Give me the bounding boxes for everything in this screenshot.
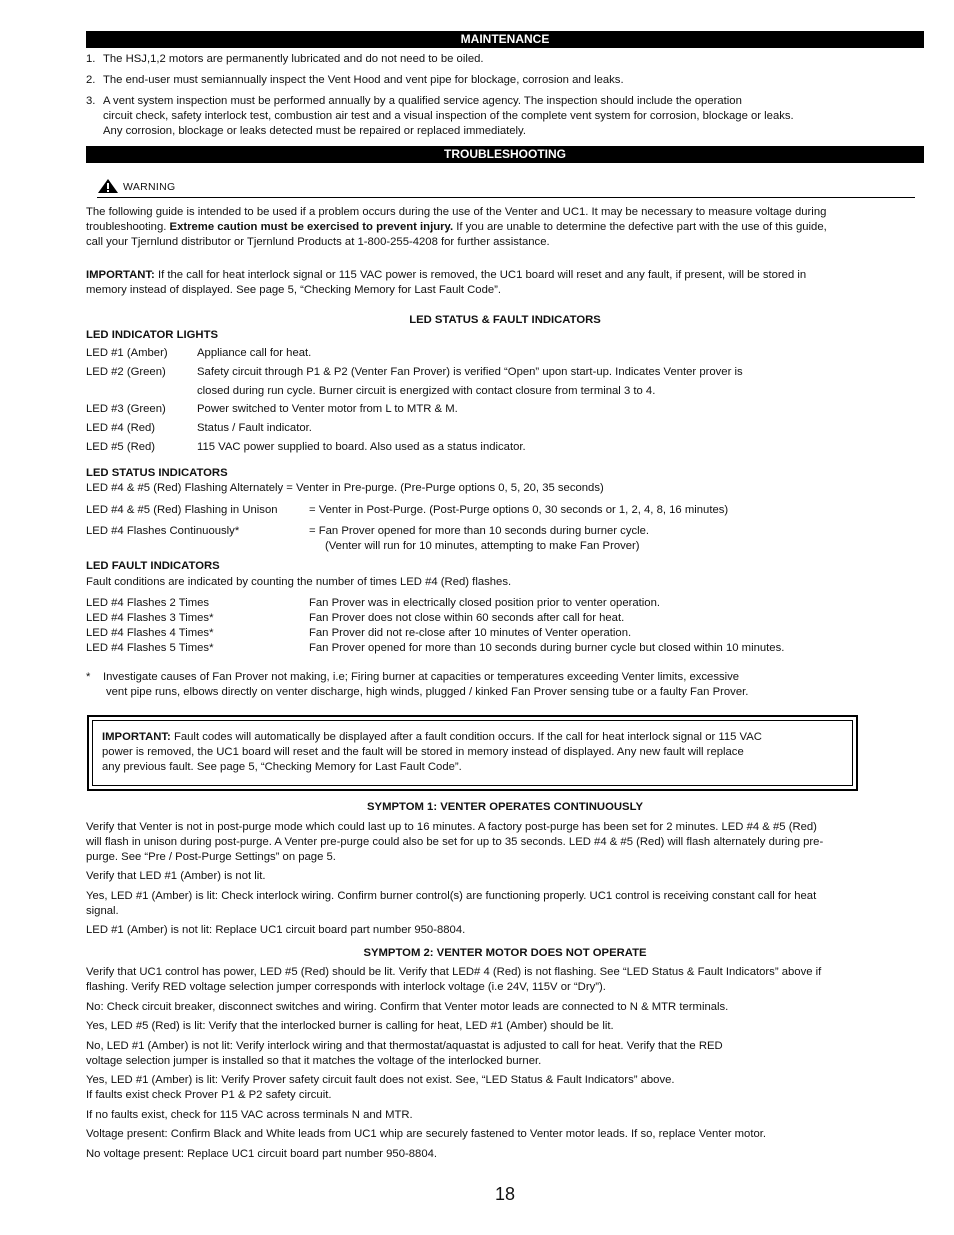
led-light-desc: Appliance call for heat. bbox=[197, 347, 312, 359]
important-box-line-3: any previous fault. See page 5, “Checking Memory for Last Fault Code”. bbox=[102, 761, 462, 773]
symptom-1-title: SYMPTOM 1: VENTER OPERATES CONTINUOUSLY bbox=[367, 801, 643, 813]
led-section-title: LED STATUS & FAULT INDICATORS bbox=[409, 314, 601, 326]
maintenance-item-3-line-1: A vent system inspection must be performed annually by a qualified service agency. The inspection should include the operation bbox=[103, 95, 742, 107]
intro-text: troubleshooting. bbox=[86, 221, 170, 233]
symptom-1-text: Verify that Venter is not in post-purge mode which could last up to 16 minutes. A factory post-purge has been set for 2 minutes. LED #4 & #5 (Red) bbox=[86, 821, 817, 833]
list-number: 1. bbox=[86, 53, 96, 65]
intro-text: If you are unable to determine the defective part with the use of this guide, bbox=[453, 221, 827, 233]
led-fault-name: LED #4 Flashes 4 Times* bbox=[86, 627, 214, 639]
symptom-2-text: If faults exist check Prover P1 & P2 safety circuit. bbox=[86, 1089, 332, 1101]
important-box-label: IMPORTANT: bbox=[102, 731, 171, 743]
maintenance-item-3-line-3: Any corrosion, blockage or leaks detected must be repaired or replaced immediately. bbox=[103, 125, 527, 137]
symptom-1-text: signal. bbox=[86, 905, 119, 917]
led-fault-name: LED #4 Flashes 2 Times bbox=[86, 597, 210, 609]
important-box bbox=[87, 715, 858, 791]
important-box-line-2: power is removed, the UC1 board will reset and the fault will be stored in memory instead of displayed. Any new fault will replace bbox=[102, 746, 744, 758]
intro-line-2 bbox=[86, 220, 924, 235]
led-fault-name: LED #4 Flashes 5 Times* bbox=[86, 642, 214, 654]
maintenance-header: MAINTENANCE bbox=[86, 31, 924, 48]
led-fault-intro: Fault conditions are indicated by counting the number of times LED #4 (Red) flashes. bbox=[86, 576, 512, 588]
warning-triangle-icon bbox=[97, 178, 119, 194]
warning-label: WARNING bbox=[123, 181, 176, 193]
important-box-text: Fault codes will automatically be displayed after a fault condition occurs. If the call for heat interlock signal or 115 VAC bbox=[170, 731, 762, 743]
led-light-name: LED #2 (Green) bbox=[86, 366, 166, 378]
important-note-line-1 bbox=[86, 268, 924, 283]
symptom-1-text: will flash in unison during post-purge. A Venter pre-purge could also be set for up to 35 seconds. LED #4 & #5 (Red) will flash alternately during pre- bbox=[86, 836, 824, 848]
led-fault-desc: Fan Prover opened for more than 10 seconds during burner cycle but closed within 10 minutes. bbox=[309, 642, 785, 654]
led-light-desc: closed during run cycle. Burner circuit is energized with contact closure from terminal 3 to 4. bbox=[197, 385, 656, 397]
important-box-line-1 bbox=[102, 730, 852, 745]
footnote-line-2: vent pipe runs, elbows directly on venter discharge, high winds, plugged / kinked Fan Prover sensing tube or a faulty Fan Prover. bbox=[106, 686, 749, 698]
warning-rule bbox=[97, 197, 915, 198]
led-status-row: LED #4 & #5 (Red) Flashing Alternately = Venter in Pre-purge. (Pre-Purge options 0, 5, 20, 35 seconds) bbox=[86, 482, 604, 494]
maintenance-item-2: The end-user must semiannually inspect the Vent Hood and vent pipe for blockage, corrosion and leaks. bbox=[103, 74, 624, 86]
symptom-2-text: flashing. Verify RED voltage selection jumper corresponds with interlock voltage (i.e 24V, 115V or “Dry”). bbox=[86, 981, 606, 993]
troubleshooting-header: TROUBLESHOOTING bbox=[86, 146, 924, 163]
led-fault-desc: Fan Prover did not re-close after 10 minutes of Venter operation. bbox=[309, 627, 632, 639]
led-status-desc: = Venter in Post-Purge. (Post-Purge options 0, 30 seconds or 1, 2, 4, 8, 16 minutes) bbox=[309, 504, 729, 516]
symptom-1-text: purge. See “Pre / Post-Purge Settings” on page 5. bbox=[86, 851, 336, 863]
important-note-line-2: memory instead of displayed. See page 5, “Checking Memory for Last Fault Code”. bbox=[86, 284, 502, 296]
maintenance-item-1: The HSJ,1,2 motors are permanently lubricated and do not need to be oiled. bbox=[103, 53, 484, 65]
intro-line-3: call your Tjernlund distributor or Tjernlund Products at 1-800-255-4208 for further assistance. bbox=[86, 236, 550, 248]
led-fault-desc: Fan Prover does not close within 60 seconds after call for heat. bbox=[309, 612, 625, 624]
page-number: 18 bbox=[494, 1184, 516, 1204]
symptom-2-text: If no faults exist, check for 115 VAC across terminals N and MTR. bbox=[86, 1109, 413, 1121]
maintenance-item-3-line-2: circuit check, safety interlock test, combustion air test and a visual inspection of the complete vent system for corrosion, blockage or leaks. bbox=[103, 110, 794, 122]
symptom-2-text: Verify that UC1 control has power, LED #5 (Red) should be lit. Verify that LED# 4 (Red) is not flashing. See “LED Status & Fault Indicators” above if bbox=[86, 966, 822, 978]
led-status-name: LED #4 Flashes Continuously* bbox=[86, 525, 240, 537]
symptom-1-text: Verify that LED #1 (Amber) is not lit. bbox=[86, 870, 266, 882]
led-light-desc: Status / Fault indicator. bbox=[197, 422, 312, 434]
led-status-name: LED #4 & #5 (Red) Flashing in Unison bbox=[86, 504, 278, 516]
led-fault-name: LED #4 Flashes 3 Times* bbox=[86, 612, 214, 624]
led-light-desc: Safety circuit through P1 & P2 (Venter Fan Prover) is verified “Open” upon start-up. Indicates Venter prover is bbox=[197, 366, 743, 378]
led-light-name: LED #1 (Amber) bbox=[86, 347, 168, 359]
important-text: If the call for heat interlock signal or 115 VAC power is removed, the UC1 board will reset and any fault, if present, will be stored in bbox=[154, 269, 807, 281]
led-light-name: LED #4 (Red) bbox=[86, 422, 156, 434]
symptom-2-text: Yes, LED #1 (Amber) is lit: Verify Prover safety circuit fault does not exist. See, “LED Status & Fault Indicators” above. bbox=[86, 1074, 675, 1086]
symptom-2-text: No voltage present: Replace UC1 circuit board part number 950-8804. bbox=[86, 1148, 438, 1160]
led-status-desc: = Fan Prover opened for more than 10 seconds during burner cycle. bbox=[309, 525, 650, 537]
list-number: 2. bbox=[86, 74, 96, 86]
symptom-2-text: Yes, LED #5 (Red) is lit: Verify that the interlocked burner is calling for heat, LED #1 (Amber) should be lit. bbox=[86, 1020, 614, 1032]
list-number: 3. bbox=[86, 95, 96, 107]
led-light-name: LED #5 (Red) bbox=[86, 441, 156, 453]
symptom-2-text: Voltage present: Confirm Black and White leads from UC1 whip are securely fastened to Venter motor leads. If so, replace Venter motor. bbox=[86, 1128, 767, 1140]
symptom-2-title: SYMPTOM 2: VENTER MOTOR DOES NOT OPERATE bbox=[363, 947, 647, 959]
symptom-2-text: voltage selection jumper is installed so that it matches the voltage of the interlocked burner. bbox=[86, 1055, 542, 1067]
symptom-2-text: No, LED #1 (Amber) is not lit: Verify interlock wiring and that thermostat/aquastat is adjusted to call for heat. Verify that the RED bbox=[86, 1040, 723, 1052]
caution-text: Extreme caution must be exercised to prevent injury. bbox=[169, 221, 454, 233]
footnote-line-1: Investigate causes of Fan Prover not making, i.e; Firing burner at capacities or temperatures exceeding Venter limits, excessive bbox=[103, 671, 740, 683]
led-light-name: LED #3 (Green) bbox=[86, 403, 166, 415]
led-light-desc: Power switched to Venter motor from L to MTR & M. bbox=[197, 403, 458, 415]
intro-line-1: The following guide is intended to be used if a problem occurs during the use of the Venter and UC1. It may be necessary to measure voltage during bbox=[86, 206, 827, 218]
led-fault-desc: Fan Prover was in electrically closed position prior to venter operation. bbox=[309, 597, 660, 609]
led-light-desc: 115 VAC power supplied to board. Also used as a status indicator. bbox=[197, 441, 526, 453]
led-lights-title: LED INDICATOR LIGHTS bbox=[86, 329, 219, 341]
symptom-1-text: Yes, LED #1 (Amber) is lit: Check interlock wiring. Confirm burner control(s) are functioning properly. UC1 control is receiving constant call for heat bbox=[86, 890, 817, 902]
led-status-desc: (Venter will run for 10 minutes, attempting to make Fan Prover) bbox=[325, 540, 640, 552]
symptom-2-text: No: Check circuit breaker, disconnect switches and wiring. Confirm that Venter motor leads are connected to N & MTR terminals. bbox=[86, 1001, 729, 1013]
important-label: IMPORTANT: bbox=[86, 269, 155, 281]
led-status-title: LED STATUS INDICATORS bbox=[86, 467, 228, 479]
important-box-inner bbox=[92, 720, 853, 786]
footnote-mark: * bbox=[86, 671, 91, 683]
led-fault-title: LED FAULT INDICATORS bbox=[86, 560, 220, 572]
symptom-1-text: LED #1 (Amber) is not lit: Replace UC1 circuit board part number 950-8804. bbox=[86, 924, 466, 936]
